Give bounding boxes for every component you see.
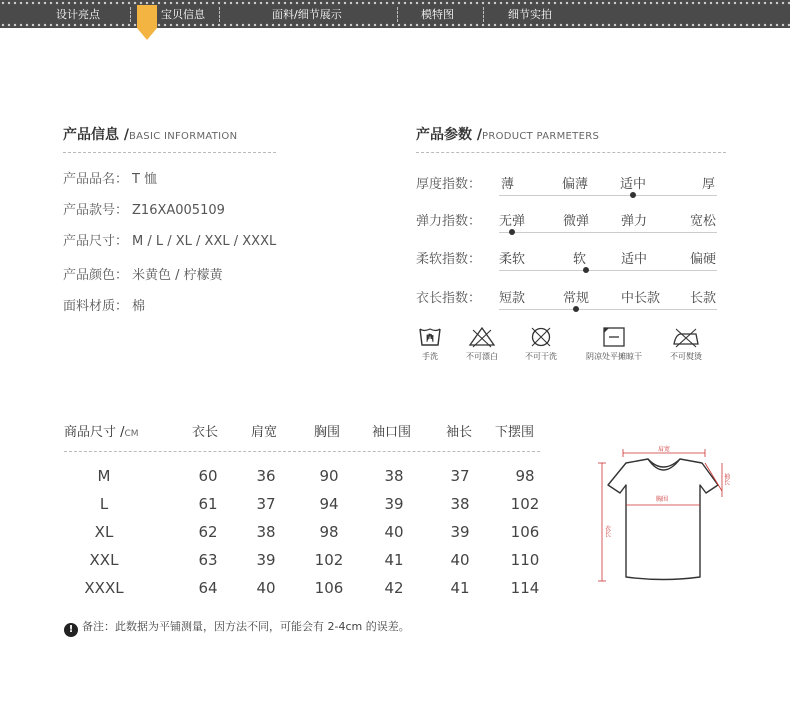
size-value-cell: 114 <box>510 579 540 597</box>
size-label-cell: M <box>97 467 111 485</box>
param-option: 弹力 <box>621 214 648 229</box>
info-value: 米黄色 / 柠檬黄 <box>132 268 223 283</box>
param-indicator-dot <box>573 306 579 312</box>
param-option: 长款 <box>690 291 717 306</box>
size-value-cell: 98 <box>319 523 339 541</box>
basic-info-title-en: BASIC INFORMATION <box>129 131 238 142</box>
param-option: 短款 <box>499 291 526 306</box>
size-value-cell: 102 <box>510 495 540 513</box>
info-value: 棉 <box>132 299 146 314</box>
tab-detail-shots[interactable]: 细节实拍 <box>508 8 552 21</box>
size-value-cell: 41 <box>450 579 470 597</box>
param-option: 微弹 <box>563 214 590 229</box>
params-title-cn: 产品参数 / <box>416 127 482 143</box>
size-col-length: 衣长 <box>192 425 219 440</box>
care-no-dry-clean <box>517 326 565 362</box>
param-option: 宽松 <box>690 214 717 229</box>
param-track <box>499 232 717 233</box>
care-label: 手洗 <box>422 352 438 361</box>
top-nav <box>0 0 790 28</box>
divider <box>64 451 540 452</box>
size-value-cell: 42 <box>384 579 404 597</box>
param-option: 偏硬 <box>690 252 717 267</box>
param-option: 适中 <box>621 252 648 267</box>
param-option: 无弹 <box>499 214 526 229</box>
care-label: 阴凉处平摊晾干 <box>586 352 642 361</box>
length-label: 衣长 <box>603 525 611 537</box>
size-value-cell: 98 <box>515 467 535 485</box>
care-label: 不可漂白 <box>466 352 498 361</box>
size-col-cuff: 袖口围 <box>372 425 412 440</box>
params-title <box>416 124 599 144</box>
tshirt-measure-diagram <box>596 441 736 591</box>
info-value: T 恤 <box>132 172 158 187</box>
param-option: 厚 <box>702 177 716 192</box>
size-col-hem: 下摆围 <box>495 425 535 440</box>
nav-divider <box>397 7 398 22</box>
care-label: 不可熨烫 <box>670 352 702 361</box>
size-value-cell: 102 <box>314 551 344 569</box>
active-tab-pointer <box>137 28 157 40</box>
size-value-cell: 37 <box>450 467 470 485</box>
param-indicator-dot <box>509 229 515 235</box>
size-value-cell: 38 <box>384 467 404 485</box>
param-option: 适中 <box>620 177 647 192</box>
info-row-material <box>63 295 145 314</box>
care-label: 不可干洗 <box>525 352 557 361</box>
info-label: 产品颜色： <box>63 268 129 283</box>
param-track <box>499 195 717 196</box>
dry-flat-shade-icon <box>602 326 626 348</box>
param-track <box>499 270 717 271</box>
param-indicator-dot <box>583 267 589 273</box>
size-col-sleeve: 袖长 <box>446 425 473 440</box>
size-col-chest: 胸围 <box>314 425 341 440</box>
size-value-cell: 94 <box>319 495 339 513</box>
size-value-cell: 61 <box>198 495 218 513</box>
info-label: 产品品名： <box>63 172 129 187</box>
divider <box>416 152 726 153</box>
param-option: 中长款 <box>621 291 661 306</box>
size-value-cell: 39 <box>384 495 404 513</box>
params-title-en: PRODUCT PARMETERS <box>482 131 600 142</box>
size-value-cell: 62 <box>198 523 218 541</box>
note-text: 备注：此数据为平铺测量，因方法不同，可能会有 2-4cm 的误差。 <box>82 620 410 633</box>
info-value: Z16XA005109 <box>132 203 225 218</box>
size-table-header-size <box>64 421 139 440</box>
info-row-color <box>63 264 223 283</box>
size-value-cell: 64 <box>198 579 218 597</box>
size-table-header-label: 商品尺寸 / <box>64 425 125 440</box>
no-bleach-icon <box>468 326 496 348</box>
nav-dotted-border <box>0 1 790 5</box>
param-label: 衣长指数： <box>416 291 482 306</box>
care-no-iron <box>662 326 710 362</box>
size-value-cell: 38 <box>256 523 276 541</box>
param-option: 软 <box>573 252 587 267</box>
size-value-cell: 39 <box>256 551 276 569</box>
shoulder-label: 肩宽 <box>658 446 671 453</box>
info-label: 产品尺寸： <box>63 234 129 249</box>
tab-product-info[interactable]: 宝贝信息 <box>161 8 205 21</box>
nav-divider <box>130 7 131 22</box>
care-hand-wash <box>414 326 446 362</box>
param-option: 柔软 <box>499 252 526 267</box>
nav-dotted-border <box>0 23 790 27</box>
info-row-name <box>63 168 157 187</box>
param-option: 常规 <box>563 291 590 306</box>
size-col-shoulder: 肩宽 <box>251 425 278 440</box>
param-label: 弹力指数： <box>416 214 482 229</box>
param-option: 偏薄 <box>562 177 589 192</box>
info-row-sku <box>63 199 225 218</box>
size-value-cell: 40 <box>384 523 404 541</box>
chest-label: 胸围 <box>656 496 669 503</box>
size-value-cell: 63 <box>198 551 218 569</box>
hand-wash-icon <box>418 326 442 348</box>
no-iron-icon <box>671 326 701 348</box>
info-row-size <box>63 230 276 249</box>
info-value: M / L / XL / XXL / XXXL <box>132 234 277 249</box>
divider <box>63 152 276 153</box>
tab-fabric-details[interactable]: 面料/细节展示 <box>272 8 342 21</box>
param-option: 薄 <box>501 177 515 192</box>
size-label-cell: XXL <box>89 551 119 569</box>
info-label: 面料材质： <box>63 299 129 314</box>
size-label-cell: L <box>99 495 109 513</box>
active-tab-marker <box>137 5 157 28</box>
nav-divider <box>483 7 484 22</box>
no-tumble-dry-icon <box>529 326 553 348</box>
nav-divider <box>219 7 220 22</box>
tab-design-highlights[interactable]: 设计亮点 <box>56 8 100 21</box>
size-value-cell: 40 <box>256 579 276 597</box>
param-indicator-dot <box>630 192 636 198</box>
param-label: 厚度指数： <box>416 177 482 192</box>
size-label-cell: XXXL <box>84 579 124 597</box>
size-value-cell: 36 <box>256 467 276 485</box>
size-value-cell: 41 <box>384 551 404 569</box>
param-label: 柔软指数： <box>416 252 482 267</box>
care-no-bleach <box>458 326 506 362</box>
param-track <box>499 309 717 310</box>
tab-model-photos[interactable]: 模特图 <box>421 8 454 21</box>
care-dry-flat-shade <box>575 326 653 362</box>
size-value-cell: 106 <box>510 523 540 541</box>
size-value-cell: 40 <box>450 551 470 569</box>
measurement-note <box>64 618 410 637</box>
size-value-cell: 38 <box>450 495 470 513</box>
size-label-cell: XL <box>94 523 114 541</box>
size-value-cell: 90 <box>319 467 339 485</box>
size-value-cell: 37 <box>256 495 276 513</box>
sleeve-label: 袖长 <box>722 473 730 485</box>
size-value-cell: 110 <box>510 551 540 569</box>
basic-info-title-cn: 产品信息 / <box>63 127 129 143</box>
size-value-cell: 106 <box>314 579 344 597</box>
size-value-cell: 39 <box>450 523 470 541</box>
size-unit: CM <box>124 429 139 439</box>
size-value-cell: 60 <box>198 467 218 485</box>
info-label: 产品款号： <box>63 203 129 218</box>
warning-icon: ! <box>64 623 78 637</box>
basic-info-title <box>63 124 237 144</box>
